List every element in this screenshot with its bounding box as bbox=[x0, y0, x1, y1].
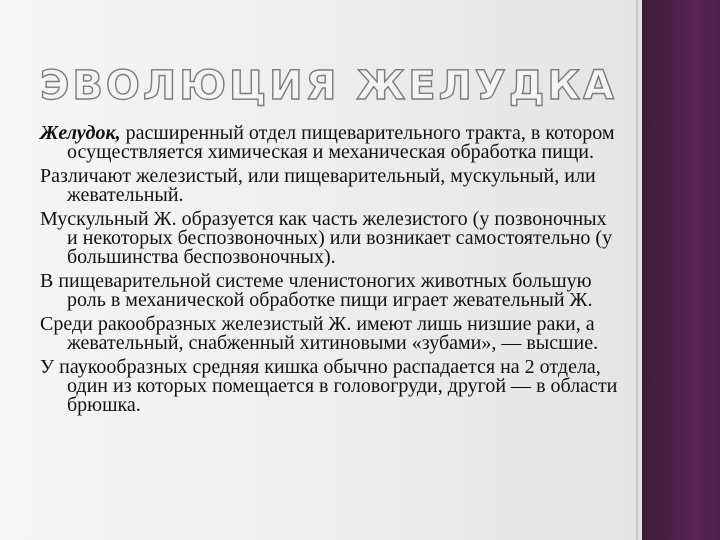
side-divider bbox=[636, 0, 638, 540]
paragraph-4 bbox=[40, 272, 620, 310]
paragraph-1 bbox=[40, 124, 620, 162]
slide-body bbox=[40, 124, 620, 420]
slide-title: ЭВОЛЮЦИЯ ЖЕЛУДКА bbox=[40, 63, 617, 109]
paragraph-3-text: Мускульный Ж. образуется как часть железистого (у позвоночных и некоторых беспозвоночных) или возникает самостоятельно (у большинства беспозвоночных). bbox=[40, 208, 613, 268]
paragraph-2 bbox=[40, 167, 620, 205]
paragraph-6 bbox=[40, 358, 620, 415]
paragraph-5-text: Среди ракообразных железистый Ж. имеют лишь низшие раки, а жевательный, снабженный хитиновыми «зубами», — высшие. bbox=[40, 313, 599, 354]
decorative-side-band bbox=[642, 0, 720, 540]
paragraph-1-lead: Желудок, bbox=[40, 122, 121, 144]
paragraph-5 bbox=[40, 315, 620, 353]
paragraph-6-text: У паукообразных средняя кишка обычно распадается на 2 отдела, один из которых помещается в головогруди, другой — в области брюшка. bbox=[40, 356, 618, 416]
paragraph-2-text: Различают железистый, или пищеварительный, мускульный, или жевательный. bbox=[40, 165, 596, 206]
paragraph-4-text: В пищеварительной системе членистоногих животных большую роль в механической обработке пищи играет жевательный Ж. bbox=[40, 270, 593, 311]
paragraph-1-text: расширенный отдел пищеварительного тракта, в котором осуществляется химическая и механическая обработка пищи. bbox=[67, 122, 615, 163]
paragraph-3 bbox=[40, 210, 620, 267]
